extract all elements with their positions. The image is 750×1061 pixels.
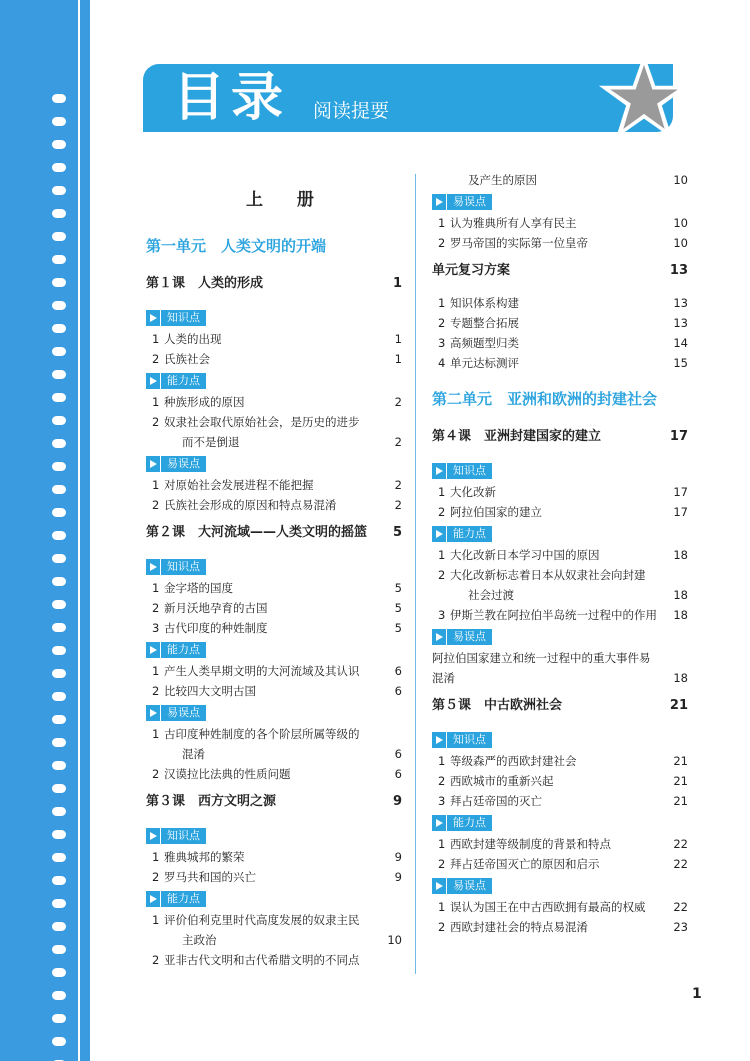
play-icon (432, 526, 446, 542)
toc-entry-continued (146, 432, 402, 452)
entry-page-number: 9 (394, 850, 402, 864)
toc-entry (432, 771, 688, 791)
toc-entry-continued (432, 585, 688, 605)
section-tag (146, 373, 206, 389)
toc-entry (432, 834, 688, 854)
binder-hole (52, 209, 66, 218)
toc-entry (432, 482, 688, 502)
entry-text: 第３课 西方文明之源 (146, 794, 277, 809)
binder-hole (52, 186, 66, 195)
entry-number: 2 (152, 767, 160, 781)
entry-number: 1 (152, 727, 160, 741)
entry-text: 评价伯利克里时代高度发展的奴隶主民 (164, 913, 360, 927)
binder-hole (52, 692, 66, 701)
entry-number: 1 (152, 664, 160, 678)
lesson-entry (146, 523, 402, 543)
section-tag (432, 629, 492, 645)
entry-number: 4 (438, 356, 446, 370)
entry-number: 2 (152, 352, 160, 366)
entry-page-number: 17 (673, 505, 688, 519)
entry-number: 1 (438, 296, 446, 310)
entry-number: 1 (152, 850, 160, 864)
entry-number: 2 (438, 505, 446, 519)
binder-hole (52, 416, 66, 425)
entry-page-number: 9 (392, 794, 402, 809)
binder-strip (0, 0, 90, 1061)
binder-hole (52, 623, 66, 632)
binder-hole (52, 508, 66, 517)
entry-text: 第１课 人类的形成 (146, 276, 264, 291)
entry-page-number: 6 (394, 684, 402, 698)
entry-number: 3 (438, 608, 446, 622)
binder-hole (52, 117, 66, 126)
entry-text: 伊斯兰教在阿拉伯半岛统一过程中的作用 (450, 608, 657, 622)
toc-entry (432, 293, 688, 313)
entry-page-number: 17 (673, 485, 688, 499)
entry-text: 第４课 亚洲封建国家的建立 (432, 429, 602, 444)
entry-text: 大化改新 (450, 485, 496, 499)
toc-entry (146, 598, 402, 618)
toc-entry (146, 412, 402, 432)
entry-number: 3 (438, 794, 446, 808)
entry-text: 氏族社会 (164, 352, 210, 366)
entry-page-number: 22 (673, 837, 688, 851)
entry-number: 2 (438, 920, 446, 934)
play-icon (146, 828, 160, 844)
toc-entry (432, 668, 688, 688)
entry-text: 混淆 (182, 747, 205, 761)
toc-entry (146, 392, 402, 412)
entry-page-number: 1 (394, 332, 402, 346)
binder-hole (52, 163, 66, 172)
section-tag-label: 知识点 (447, 732, 492, 748)
entry-page-number: 13 (673, 316, 688, 330)
entry-text: 金字塔的国度 (164, 581, 233, 595)
entry-text: 罗马共和国的兴亡 (164, 870, 256, 884)
entry-number: 1 (438, 548, 446, 562)
entry-number: 1 (152, 581, 160, 595)
entry-text: 单元达标测评 (450, 356, 519, 370)
entry-text: 奴隶社会取代原始社会，是历史的进步 (164, 415, 360, 429)
binder-hole (52, 761, 66, 770)
toc-entry (146, 910, 402, 930)
entry-text: 知识体系构建 (450, 296, 519, 310)
binder-hole (52, 554, 66, 563)
toc-entry (432, 502, 688, 522)
entry-page-number: 10 (673, 173, 688, 187)
binder-hole (52, 807, 66, 816)
toc-entry (432, 854, 688, 874)
entry-text: 第一单元 人类文明的开端 (146, 237, 327, 255)
toc-entry-continued (146, 930, 402, 950)
entry-number: 1 (438, 216, 446, 230)
play-icon (146, 559, 160, 575)
entry-text: 产生人类早期文明的大河流域及其认识 (164, 664, 360, 678)
entry-text: 第５课 中古欧洲社会 (432, 698, 563, 713)
entry-text: 亚非古代文明和古代希腊文明的不同点 (164, 953, 360, 967)
entry-page-number: 5 (394, 621, 402, 635)
toc-entry (432, 605, 688, 625)
lesson-entry (432, 696, 688, 716)
page-number: 1 (692, 986, 702, 1002)
toc-entry (146, 618, 402, 638)
section-tag (146, 705, 206, 721)
entry-page-number: 17 (669, 429, 688, 444)
entry-text: 人类的出现 (164, 332, 222, 346)
entry-text: 古印度种姓制度的各个阶层所属等级的 (164, 727, 360, 741)
toc-entry (432, 213, 688, 233)
entry-number: 1 (438, 900, 446, 914)
toc-entry (146, 724, 402, 744)
page-subtitle: 阅读提要 (313, 100, 390, 122)
binder-hole (52, 393, 66, 402)
play-icon (432, 732, 446, 748)
play-icon (146, 373, 160, 389)
entry-page-number: 22 (673, 857, 688, 871)
lesson-entry (432, 261, 688, 281)
binder-hole (52, 1014, 66, 1023)
toc-entry (432, 313, 688, 333)
binder-hole (52, 899, 66, 908)
entry-page-number: 9 (394, 870, 402, 884)
entry-text: 新月沃地孕育的古国 (164, 601, 268, 615)
section-tag-label: 能力点 (161, 642, 206, 658)
entry-page-number: 2 (394, 435, 402, 449)
entry-text: 拜占廷帝国灭亡的原因和启示 (450, 857, 600, 871)
entry-text: 西欧封建社会的特点易混淆 (450, 920, 588, 934)
lesson-entry (432, 427, 688, 447)
lesson-entry (146, 274, 402, 294)
toc-entry (146, 475, 402, 495)
section-tag-label: 易误点 (447, 629, 492, 645)
binder-hole (52, 347, 66, 356)
entry-text: 社会过渡 (468, 588, 514, 602)
entry-page-number: 6 (394, 747, 402, 761)
entry-text: 大化改新标志着日本从奴隶社会向封建 (450, 568, 646, 582)
entry-text: 西欧城市的重新兴起 (450, 774, 554, 788)
toc-entry (146, 661, 402, 681)
entry-number: 1 (152, 395, 160, 409)
binder-hole (52, 922, 66, 931)
entry-text: 主政治 (182, 933, 217, 947)
entry-number: 2 (438, 774, 446, 788)
toc-entry (146, 847, 402, 867)
entry-page-number: 5 (394, 581, 402, 595)
binder-hole (52, 577, 66, 586)
entry-number: 2 (152, 870, 160, 884)
binder-hole (52, 531, 66, 540)
binder-hole (52, 669, 66, 678)
toc-entry (432, 353, 688, 373)
play-icon (432, 878, 446, 894)
binder-hole (52, 324, 66, 333)
entry-number: 2 (152, 415, 160, 429)
entry-text: 种族形成的原因 (164, 395, 245, 409)
binder-hole (52, 140, 66, 149)
entry-page-number: 15 (673, 356, 688, 370)
binder-hole (52, 301, 66, 310)
entry-page-number: 18 (673, 588, 688, 602)
entry-page-number: 6 (394, 664, 402, 678)
binder-line (78, 0, 80, 1061)
toc-entry (146, 349, 402, 369)
section-tag-label: 易误点 (447, 878, 492, 894)
section-tag (432, 878, 492, 894)
entry-number: 3 (438, 336, 446, 350)
toc-entry (146, 578, 402, 598)
entry-number: 1 (438, 837, 446, 851)
binder-hole (52, 439, 66, 448)
entry-page-number: 18 (673, 608, 688, 622)
entry-page-number: 13 (673, 296, 688, 310)
unit-title (432, 387, 688, 411)
toc-entry (146, 329, 402, 349)
toc-entry (146, 950, 402, 970)
binder-hole (52, 715, 66, 724)
star-icon (597, 50, 691, 144)
entry-text: 雅典城邦的繁荣 (164, 850, 245, 864)
entry-text: 阿拉伯国家的建立 (450, 505, 542, 519)
entry-number: 2 (152, 684, 160, 698)
section-tag (432, 526, 492, 542)
entry-page-number: 2 (394, 395, 402, 409)
entry-page-number: 1 (394, 352, 402, 366)
entry-text: 及产生的原因 (468, 173, 537, 187)
entry-number: 2 (438, 568, 446, 582)
entry-text: 混淆 (432, 671, 455, 685)
entry-text: 拜占廷帝国的灭亡 (450, 794, 542, 808)
section-tag-label: 知识点 (447, 463, 492, 479)
entry-text: 单元复习方案 (432, 263, 511, 278)
entry-number: 2 (438, 316, 446, 330)
binder-hole (52, 255, 66, 264)
play-icon (146, 705, 160, 721)
play-icon (146, 310, 160, 326)
toc-entry (146, 867, 402, 887)
section-tag-label: 知识点 (161, 828, 206, 844)
entry-page-number: 5 (392, 525, 402, 540)
section-tag (432, 194, 492, 210)
section-tag (146, 456, 206, 472)
entry-text: 而不是倒退 (182, 435, 240, 449)
entry-text: 罗马帝国的实际第一位皇帝 (450, 236, 588, 250)
lesson-entry (146, 792, 402, 812)
entry-text: 第二单元 亚洲和欧洲的封建社会 (432, 390, 658, 408)
toc-entry (432, 333, 688, 353)
entry-page-number: 21 (669, 698, 688, 713)
binder-hole (52, 876, 66, 885)
binder-hole (52, 462, 66, 471)
entry-page-number: 2 (394, 478, 402, 492)
entry-text: 高频题型归类 (450, 336, 519, 350)
section-tag-label: 能力点 (161, 891, 206, 907)
entry-page-number: 5 (394, 601, 402, 615)
entry-page-number: 6 (394, 767, 402, 781)
binder-hole (52, 991, 66, 1000)
binder-hole (52, 738, 66, 747)
entry-page-number: 13 (669, 263, 688, 278)
entry-text: 古代印度的种姓制度 (164, 621, 268, 635)
section-tag-label: 能力点 (447, 815, 492, 831)
binder-hole (52, 968, 66, 977)
entry-number: 1 (152, 332, 160, 346)
binder-hole (52, 485, 66, 494)
entry-number: 1 (152, 478, 160, 492)
binder-hole (52, 232, 66, 241)
section-tag (146, 891, 206, 907)
entry-text: 误认为国王在中古西欧拥有最高的权威 (450, 900, 646, 914)
toc-entry (146, 495, 402, 515)
entry-text: 认为雅典所有人享有民主 (450, 216, 577, 230)
toc-entry (432, 917, 688, 937)
entry-text: 比较四大文明古国 (164, 684, 256, 698)
toc-entry (432, 791, 688, 811)
toc-entry-continued (146, 744, 402, 764)
section-tag (146, 828, 206, 844)
section-tag (432, 463, 492, 479)
entry-text: 氏族社会形成的原因和特点易混淆 (164, 498, 337, 512)
entry-text: 大化改新日本学习中国的原因 (450, 548, 600, 562)
toc-entry (432, 751, 688, 771)
toc-entry (432, 233, 688, 253)
toc-entry (432, 648, 688, 668)
toc-entry-continued (432, 170, 688, 190)
section-tag-label: 易误点 (161, 456, 206, 472)
play-icon (432, 815, 446, 831)
section-tag-label: 易误点 (447, 194, 492, 210)
entry-number: 2 (152, 601, 160, 615)
binder-hole (52, 1037, 66, 1046)
toc-header (143, 64, 695, 132)
play-icon (432, 463, 446, 479)
play-icon (432, 194, 446, 210)
entry-page-number: 1 (392, 276, 402, 291)
toc-entry (432, 545, 688, 565)
binder-hole (52, 370, 66, 379)
entry-number: 2 (438, 857, 446, 871)
toc-entry (146, 681, 402, 701)
entry-page-number: 14 (673, 336, 688, 350)
entry-text: 专题整合拓展 (450, 316, 519, 330)
entry-page-number: 21 (673, 774, 688, 788)
entry-page-number: 18 (673, 548, 688, 562)
unit-title (146, 234, 402, 258)
play-icon (146, 642, 160, 658)
section-tag (432, 732, 492, 748)
play-icon (432, 629, 446, 645)
entry-text: 阿拉伯国家建立和统一过程中的重大事件易 (432, 651, 651, 665)
section-tag-label: 知识点 (161, 559, 206, 575)
binder-hole (52, 600, 66, 609)
entry-number: 1 (152, 913, 160, 927)
binder-hole (52, 784, 66, 793)
entry-page-number: 10 (673, 216, 688, 230)
toc-entry (432, 565, 688, 585)
entry-text: 汉谟拉比法典的性质问题 (164, 767, 291, 781)
entry-text: 上 册 (246, 190, 328, 210)
page-title: 目录 (173, 68, 290, 128)
entry-number: 2 (152, 498, 160, 512)
section-tag-label: 能力点 (447, 526, 492, 542)
entry-number: 3 (152, 621, 160, 635)
entry-text: 对原始社会发展进程不能把握 (164, 478, 314, 492)
play-icon (146, 456, 160, 472)
section-tag (146, 559, 206, 575)
entry-page-number: 18 (673, 671, 688, 685)
entry-text: 等级森严的西欧封建社会 (450, 754, 577, 768)
binder-hole (52, 830, 66, 839)
volume-title (146, 190, 402, 210)
play-icon (146, 891, 160, 907)
section-tag (146, 310, 206, 326)
entry-number: 2 (152, 953, 160, 967)
entry-page-number: 21 (673, 794, 688, 808)
section-tag-label: 知识点 (161, 310, 206, 326)
toc-entry (432, 897, 688, 917)
binder-hole (52, 278, 66, 287)
column-divider (415, 174, 416, 974)
entry-number: 2 (438, 236, 446, 250)
toc-entry (146, 764, 402, 784)
entry-number: 1 (438, 754, 446, 768)
entry-number: 1 (438, 485, 446, 499)
entry-page-number: 21 (673, 754, 688, 768)
entry-page-number: 2 (394, 498, 402, 512)
binder-hole (52, 853, 66, 862)
section-tag-label: 易误点 (161, 705, 206, 721)
section-tag (432, 815, 492, 831)
section-tag-label: 能力点 (161, 373, 206, 389)
binder-hole (52, 945, 66, 954)
entry-page-number: 10 (387, 933, 402, 947)
binder-hole (52, 94, 66, 103)
binder-hole (52, 646, 66, 655)
entry-page-number: 22 (673, 900, 688, 914)
entry-page-number: 23 (673, 920, 688, 934)
section-tag (146, 642, 206, 658)
entry-text: 第２课 大河流域——人类文明的摇篮 (146, 525, 368, 540)
entry-text: 西欧封建等级制度的背景和特点 (450, 837, 611, 851)
entry-page-number: 10 (673, 236, 688, 250)
